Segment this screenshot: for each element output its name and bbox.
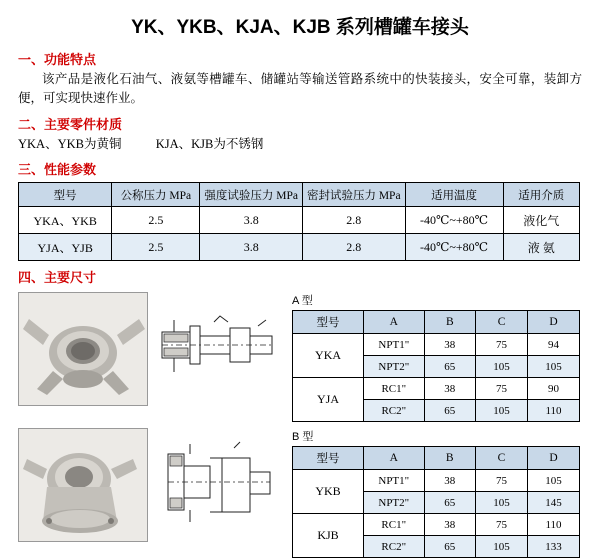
dim-b-r3-c1: RC2": [364, 536, 425, 558]
perf-r1-c1: 2.5: [112, 234, 200, 261]
dim-a-r3-c1: RC2": [364, 400, 425, 422]
perf-r0-c4: -40℃~+80℃: [405, 207, 503, 234]
material-line: [18, 135, 582, 154]
dim-b-r3-c3: 105: [476, 536, 528, 558]
type-label-a: A 型: [292, 295, 313, 308]
dim-a-r1-c1: NPT2": [364, 356, 425, 378]
perf-col-0: 型号: [19, 183, 112, 207]
dim-b-r1-c2: 65: [424, 492, 476, 514]
coupling-drawing-b: [154, 428, 282, 540]
dim-a-col-3: C: [476, 311, 528, 334]
dim-b-r1-c3: 105: [476, 492, 528, 514]
perf-r0-c3: 2.8: [302, 207, 405, 234]
material-left: YKA、YKB为黄铜: [18, 136, 122, 151]
material-right: KJA、KJB为不锈钢: [155, 136, 264, 151]
perf-col-4: 适用温度: [405, 183, 503, 207]
dimensions-area: [0, 292, 600, 558]
coupling-photo-b: [18, 428, 148, 542]
dim-a-r1-c3: 105: [476, 356, 528, 378]
dim-table-a-col: [292, 310, 580, 422]
dim-a-r2-c2: 38: [424, 378, 475, 400]
table-row: [19, 234, 580, 261]
dim-b-r2-c4: 110: [527, 514, 579, 536]
section-heading-performance: 三、性能参数: [18, 162, 97, 178]
dim-b-model-1: KJB: [293, 514, 364, 558]
perf-col-3: 密封试验压力 MPa: [302, 183, 405, 207]
table-row: [293, 334, 580, 356]
dim-a-r2-c1: RC1": [364, 378, 425, 400]
dim-b-col-4: D: [527, 447, 579, 470]
dim-b-r3-c4: 133: [527, 536, 579, 558]
perf-col-1: 公称压力 MPa: [112, 183, 200, 207]
dim-a-r0-c2: 38: [424, 334, 475, 356]
perf-r0-c2: 3.8: [200, 207, 303, 234]
dim-b-r2-c3: 75: [476, 514, 528, 536]
dim-b-r0-c2: 38: [424, 470, 476, 492]
dim-a-r3-c3: 105: [476, 400, 528, 422]
photo-b-graphic: [19, 429, 147, 541]
dim-b-model-0: YKB: [293, 470, 364, 514]
table-row: [19, 207, 580, 234]
dim-table-b-col: [292, 446, 580, 558]
dim-b-r2-c2: 38: [424, 514, 476, 536]
table-header-row: [19, 183, 580, 207]
dim-b-r0-c3: 75: [476, 470, 528, 492]
drawing-a-graphic: [154, 292, 282, 404]
dim-a-r0-c3: 75: [476, 334, 528, 356]
table-row: [293, 514, 580, 536]
table-header-row: [293, 311, 580, 334]
dim-b-r3-c2: 65: [424, 536, 476, 558]
dim-a-r3-c4: 110: [528, 400, 580, 422]
dim-a-r1-c4: 105: [528, 356, 580, 378]
dim-b-col-0: 型号: [293, 447, 364, 470]
photo-a-graphic: [19, 293, 147, 405]
perf-r0-c5: 液化气: [503, 207, 579, 234]
dimension-table-b: [292, 446, 580, 558]
dim-a-r1-c2: 65: [424, 356, 475, 378]
type-label-b: B 型: [292, 431, 314, 444]
page-title: YK、YKB、KJA、KJB 系列槽罐车接头: [131, 17, 469, 38]
perf-r1-c5: 液 氨: [503, 234, 579, 261]
dim-a-col-0: 型号: [293, 311, 364, 334]
perf-r0-c1: 2.5: [112, 207, 200, 234]
dimension-table-a: [292, 310, 580, 422]
dim-b-r1-c4: 145: [527, 492, 579, 514]
table-row: [293, 378, 580, 400]
drawing-b-graphic: [154, 428, 282, 540]
dim-b-r0-c4: 105: [527, 470, 579, 492]
section-heading-dimensions: 四、主要尺寸: [18, 270, 97, 286]
coupling-drawing-a: [154, 292, 282, 404]
dim-a-r2-c4: 90: [528, 378, 580, 400]
dim-a-model-1: YJA: [293, 378, 364, 422]
dim-a-col-2: B: [424, 311, 475, 334]
dim-a-r2-c3: 75: [476, 378, 528, 400]
perf-r1-c2: 3.8: [200, 234, 303, 261]
perf-col-2: 强度试验压力 MPa: [200, 183, 303, 207]
dim-a-col-4: D: [528, 311, 580, 334]
section-heading-material: 二、主要零件材质: [18, 116, 123, 132]
dim-b-col-3: C: [476, 447, 528, 470]
coupling-photo-a: [18, 292, 148, 406]
performance-table-wrap: [18, 182, 600, 261]
section-heading-features: 一、功能特点: [18, 52, 97, 67]
dim-b-col-2: B: [424, 447, 476, 470]
table-header-row: [293, 447, 580, 470]
dim-a-col-1: A: [364, 311, 425, 334]
dimension-table-a-wrap: [282, 292, 580, 422]
dimension-table-b-wrap: [282, 428, 580, 558]
dim-b-r1-c1: NPT2": [364, 492, 425, 514]
perf-r0-c0: YKA、YKB: [19, 207, 112, 234]
dim-a-r0-c4: 94: [528, 334, 580, 356]
dim-b-r0-c1: NPT1": [364, 470, 425, 492]
dimension-row-a: [18, 292, 600, 422]
dimension-row-b: [18, 428, 600, 558]
table-row: [293, 470, 580, 492]
dim-b-r2-c1: RC1": [364, 514, 425, 536]
features-text: 该产品是液化石油气、液氨等槽罐车、储罐站等输送管路系统中的快装接头，安全可靠，装卸方便，可实现快速作业。: [18, 72, 582, 105]
perf-r1-c0: YJA、YJB: [19, 234, 112, 261]
performance-table: [18, 182, 580, 261]
perf-r1-c3: 2.8: [302, 234, 405, 261]
dim-a-r0-c1: NPT1": [364, 334, 425, 356]
perf-col-5: 适用介质: [503, 183, 579, 207]
dim-a-r3-c2: 65: [424, 400, 475, 422]
dim-b-col-1: A: [364, 447, 425, 470]
perf-r1-c4: -40℃~+80℃: [405, 234, 503, 261]
dim-a-model-0: YKA: [293, 334, 364, 378]
